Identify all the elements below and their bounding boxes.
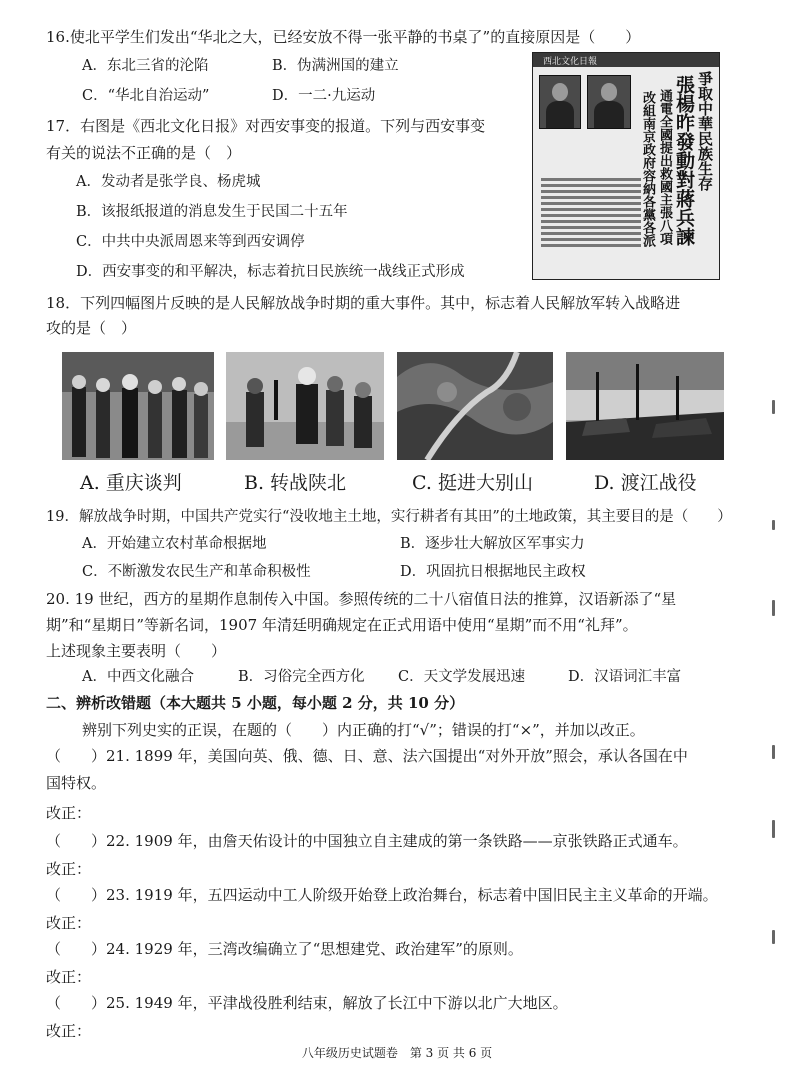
q25-correction-label: 改正：: [46, 1022, 92, 1040]
q18-stem-line1: 18．下列四幅图片反映的是人民解放战争时期的重大事件。其中，标志着人民解放军转入战略进: [46, 294, 681, 312]
caption-b: B. 转战陕北: [244, 472, 347, 494]
q17-option-c: C．中共中央派周恩来等到西安调停: [76, 234, 305, 250]
q16-option-d: D．一二·九运动: [272, 88, 376, 104]
q19-stem: 19．解放战争时期，中国共产党实行“没收地主土地，实行耕者有其田”的土地政策，其主要目的是（ ）: [46, 509, 732, 525]
photo-dabie-mountains: [397, 352, 553, 460]
q25-line: （ ）25. 1949 年，平津战役胜利结束，解放了长江中下游以北广大地区。: [46, 994, 568, 1012]
q20-option-a: A．中西文化融合: [82, 669, 194, 685]
caption-d: D. 渡江战役: [594, 472, 697, 494]
q16-option-a: A．东北三省的沦陷: [82, 58, 209, 74]
q16-stem: 16.使北平学生们发出“华北之大，已经安放不得一张平静的书桌了”的直接原因是（ ）: [46, 28, 641, 46]
photo-chongqing-negotiation: [62, 352, 214, 460]
q19-option-b: B．逐步壮大解放区军事实力: [400, 536, 585, 552]
newspaper-headline-2: 張楊昨發動對蔣兵諫: [673, 75, 695, 246]
scan-edge-mark: [772, 400, 775, 414]
q17-stem-line2: 有关的说法不正确的是（ ）: [46, 144, 242, 162]
q17-option-d: D．西安事变的和平解决，标志着抗日民族统一战线正式形成: [76, 264, 465, 280]
q24-correction-label: 改正：: [46, 968, 92, 986]
q23-line: （ ）23. 1919 年，五四运动中工人阶级开始登上政治舞台，标志着中国旧民主主义革命的开端。: [46, 886, 718, 904]
newspaper-headline-4: 改組南京政府容納各黨各派: [640, 91, 655, 247]
q21-line1: （ ）21. 1899 年，美国向英、俄、德、日、意、法六国提出“对外开放”照会，承认各国在中: [46, 747, 688, 765]
q19-option-c: C．不断激发农民生产和革命积极性: [82, 564, 311, 580]
newspaper-masthead-bar: [533, 53, 719, 67]
q17-option-b: B．该报纸报道的消息发生于民国二十五年: [76, 204, 348, 220]
newspaper-image: [532, 52, 720, 280]
q17-option-a: A．发动者是张学良、杨虎城: [76, 174, 261, 190]
photo-northern-shaanxi: [226, 352, 384, 460]
newspaper-headline-3: 通電全國提出救國主張八項: [657, 89, 672, 245]
q16-option-b: B．伪满洲国的建立: [272, 58, 399, 74]
scan-edge-mark: [772, 745, 775, 759]
q20-stem-line1: 20. 19 世纪，西方的星期作息制传入中国。参照传统的二十八宿值日法的推算，汉语新添了“星: [46, 590, 677, 608]
scan-edge-mark: [772, 600, 775, 616]
q20-stem-line2: 期”和“星期日”等新名词，1907 年清廷明确规定在正式用语中使用“星期”而不用“礼拜”。: [46, 616, 638, 634]
scan-edge-mark: [772, 820, 775, 838]
q24-line: （ ）24. 1929 年，三湾改编确立了“思想建党、政治建军”的原则。: [46, 940, 523, 958]
q22-line: （ ）22. 1909 年，由詹天佑设计的中国独立自主建成的第一条铁路——京张铁路正式通车。: [46, 832, 688, 850]
q19-option-a: A．开始建立农村革命根据地: [82, 536, 267, 552]
q19-option-d: D．巩固抗日根据地民主政权: [400, 564, 586, 580]
newspaper-masthead: 西北文化日報: [543, 57, 598, 67]
portrait-photo-right: [587, 75, 631, 129]
newspaper-text-columns: [541, 175, 641, 275]
scan-edge-mark: [772, 520, 775, 530]
portrait-photo-left: [539, 75, 581, 129]
q17-stem-line1: 17．右图是《西北文化日报》对西安事变的报道。下列与西安事变: [46, 117, 486, 135]
page-footer: 八年级历史试题卷 第 3 页 共 6 页: [301, 1046, 493, 1060]
q22-correction-label: 改正：: [46, 860, 92, 878]
photo-yangtze-crossing: [566, 352, 724, 460]
q21-line2: 国特权。: [46, 774, 107, 792]
q20-option-c: C．天文学发展迅速: [398, 669, 526, 685]
section2-title: 二、辨析改错题（本大题共 5 小题，每小题 2 分，共 10 分）: [46, 694, 465, 712]
q20-option-b: B．习俗完全西方化: [238, 669, 365, 685]
q20-stem-line3: 上述现象主要表明（ ）: [46, 642, 227, 660]
caption-c: C. 挺进大别山: [412, 472, 533, 494]
section2-instruction: 辨别下列史实的正误，在题的（ ）内正确的打“√”；错误的打“×”，并加以改正。: [82, 721, 645, 739]
q23-correction-label: 改正：: [46, 914, 92, 932]
caption-a: A. 重庆谈判: [80, 472, 182, 494]
q18-stem-line2: 攻的是（ ）: [46, 319, 137, 337]
q20-option-d: D．汉语词汇丰富: [568, 669, 682, 685]
q16-option-c: C．“华北自治运动”: [82, 88, 210, 104]
q21-correction-label: 改正：: [46, 804, 92, 822]
newspaper-headline-1: 爭取中華民族生存: [696, 71, 714, 191]
scan-edge-mark: [772, 930, 775, 944]
